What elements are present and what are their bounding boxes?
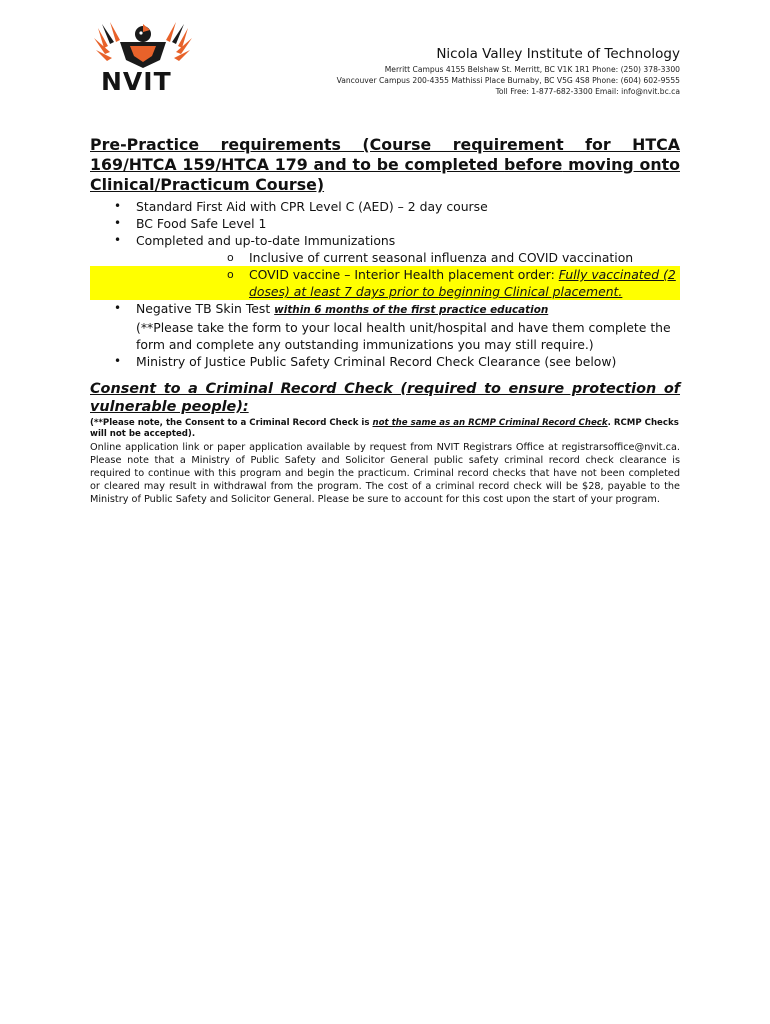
covid-requirement: Fully vaccinated (2 doses) at least 7 days prior to beginning Clinical placement. <box>249 267 676 299</box>
tb-timing: within 6 months of the first practice education <box>274 304 549 316</box>
note-part-1: (**Please note, the Consent to a Criminal Record Check is <box>90 418 373 428</box>
requirements-list <box>90 198 680 370</box>
vancouver-campus-address: Vancouver Campus 200-4355 Mathissi Place Burnaby, BC V5G 4S8 Phone: (604) 602-9555 <box>336 76 680 85</box>
sub-item-covid <box>90 266 680 300</box>
logo-wordmark: NVIT <box>101 67 172 96</box>
document-body <box>90 135 680 506</box>
heading-part-1: Pre-Practice requirements (Course requirement for HTCA 169/HTCA 159/HTCA 179 and to be completed <box>90 135 680 174</box>
tb-form-note: (**Please take the form to your local health unit/hospital and have them complete the form and complete any outstanding immunizations you may still require.) <box>136 320 671 352</box>
application-paragraph: Online application link or paper application available by request from NVIT Registrars Office at registrarsoffice@nvit.ca. Please note that a Ministry of Public Safety and Solicitor General public safety criminal record check clearance is required to continue with this program and begin the practicum. Criminal record checks that have not been completed or cleared may result in withdrawal from the program. The cost of a criminal record check will be $28, payable to the Ministry of Public Safety and Solicitor General. Please be sure to account for this cost upon the start of your program. <box>90 442 680 505</box>
immunization-sublist <box>136 249 680 300</box>
covid-prefix: COVID vaccine – Interior Health placement order: <box>249 267 559 282</box>
letterhead <box>337 46 680 97</box>
merritt-campus-address: Merritt Campus 4155 Belshaw St. Merritt, BC V1K 1R1 Phone: (250) 378-3300 <box>384 65 680 74</box>
list-item <box>90 232 680 300</box>
immunizations-label: Completed and up-to-date Immunizations <box>136 233 396 248</box>
pre-practice-heading <box>90 135 680 195</box>
list-item: • BC Food Safe Level 1 <box>90 215 680 232</box>
list-item <box>90 300 680 353</box>
heading-part-2: moving onto Clinical/Practicum Course) <box>90 155 680 194</box>
heading-part-before: before <box>504 155 563 174</box>
institute-name: Nicola Valley Institute of Technology <box>436 46 680 62</box>
list-item: • Ministry of Justice Public Safety Criminal Record Check Clearance (see below) <box>90 353 680 370</box>
thunderbird-emblem-icon <box>90 20 196 72</box>
tb-test-label: Negative TB Skin Test <box>136 301 275 316</box>
rcmp-note <box>90 418 680 440</box>
sub-item-inclusive: o Inclusive of current seasonal influenza and COVID vaccination <box>90 249 680 266</box>
note-part-2: . RCMP Checks will not be accepted). <box>90 418 679 439</box>
list-item: • Standard First Aid with CPR Level C (AED) – 2 day course <box>90 198 680 215</box>
toll-free-contact: Toll Free: 1-877-682-3300 Email: info@nvit.bc.ca <box>495 87 680 96</box>
note-emphasis: not the same as an RCMP Criminal Record Check <box>372 418 608 428</box>
consent-heading: Consent to a Criminal Record Check (required to ensure protection of vulnerable people): <box>90 381 680 415</box>
